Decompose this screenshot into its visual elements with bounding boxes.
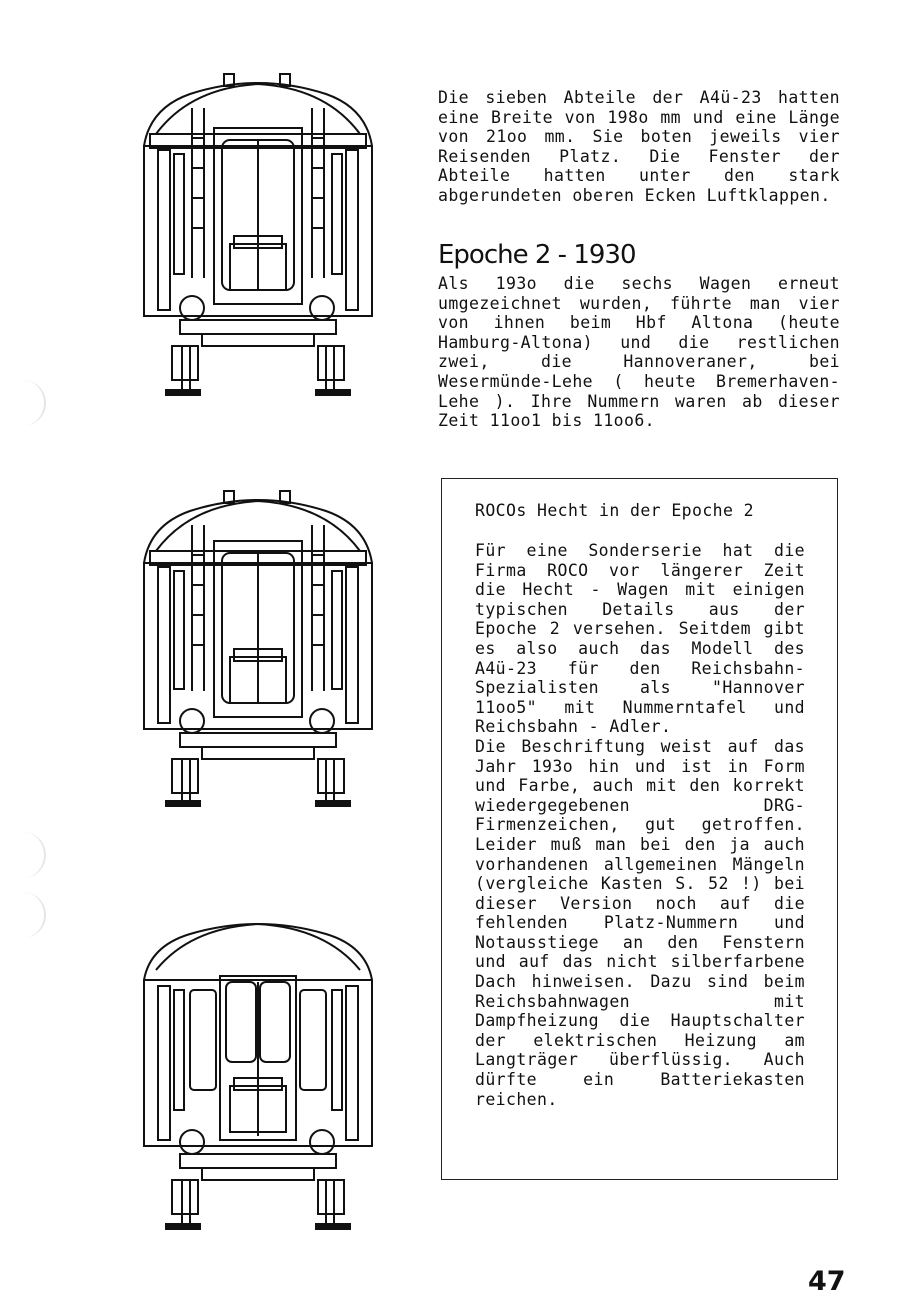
intro-paragraph: Die sieben Abteile der A4ü-23 hatten eine Breite von 198o mm und eine Länge von 21oo mm. Sie boten jeweils vier Reisenden Platz. Die Fenster der Abteile hatten unter den stark abgerundeten oberen Ecken Luftklappen. [438,88,840,205]
punch-hole [4,380,46,426]
coach-end-drawing-top [130,68,385,408]
section-paragraph: Als 193o die sechs Wagen erneut umgezeichnet wurden, führte man vier von ihnen beim Hbf Altona (heute Hamburg-Altona) und die restlichen zwei, die Hannoveraner, bei Wesermünde-Lehe ( heute Bremerhaven-Lehe ). Ihre Nummern waren ab dieser Zeit 11oo1 bis 11oo6. [438,274,840,431]
coach-end-drawing-middle [130,485,385,820]
page-number: 47 [808,1266,846,1297]
punch-hole [4,892,46,938]
sidebar-box [441,478,838,1180]
sidebar-paragraph: Für eine Sonderserie hat die Firma ROCO vor längerer Zeit die Hecht - Wagen mit einigen typischen Details aus der Epoche 2 versehen. Seitdem gibt es also auch das Modell des A4ü-23 für den Reichsbahn-Spezialisten als "Hannover 11oo5" mit Nummerntafel und Reichsbahn - Adler. Die Beschriftung weist auf das Jahr 193o hin und ist in Form und Farbe, auch mit den korrekt wiedergegebenen DRG-Firmenzeichen, gut getroffen. Leider muß man bei den ja auch vorhandenen allgemeinen Mängeln (vergleiche Kasten S. 52 !) bei dieser Version noch auf die fehlenden Platz-Nummern und Notausstiege an den Fenstern und auf das nicht silberfarbene Dach hinweisen. Dazu sind beim Reichsbahnwagen mit Dampfheizung die Hauptschalter der elektrischen Heizung am Langträger überflüssig. Auch dürfte ein Batteriekasten reichen. [475,541,805,1109]
sidebar-title: ROCOs Hecht in der Epoche 2 [475,501,755,520]
coach-end-drawing-bottom [130,910,385,1245]
section-heading: Epoche 2 - 1930 [438,240,636,270]
punch-hole [4,832,46,878]
